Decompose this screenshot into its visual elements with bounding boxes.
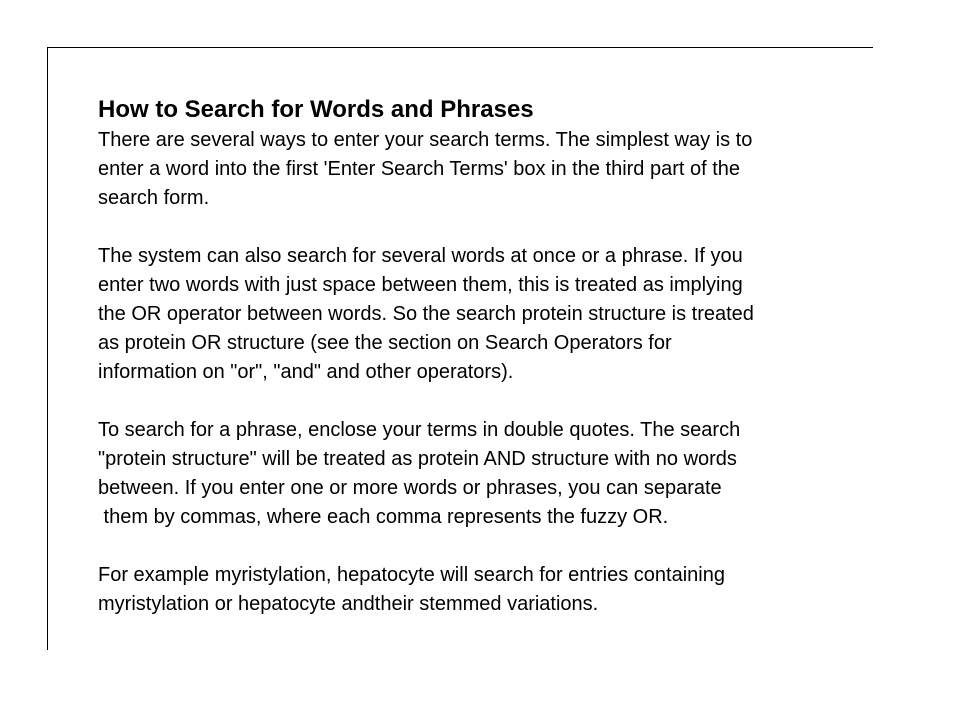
- paragraph-several-words: [98, 242, 898, 387]
- paragraph-phrase-search: [98, 416, 898, 532]
- text-line: The system can also search for several words at once or a phrase. If you: [98, 245, 743, 267]
- paragraph-example: [98, 561, 898, 619]
- text-line: them by commas, where each comma represents the fuzzy OR.: [98, 506, 669, 528]
- text-line: as protein OR structure (see the section on Search Operators for: [98, 332, 672, 354]
- paragraph-intro: [98, 126, 898, 213]
- text-line: information on "or", "and" and other operators).: [98, 361, 514, 383]
- text-line: enter two words with just space between them, this is treated as implying: [98, 274, 743, 296]
- text-line: myristylation or hepatocyte andtheir stemmed variations.: [98, 593, 599, 615]
- text-line: For example myristylation, hepatocyte will search for entries containing: [98, 564, 725, 586]
- text-line: between. If you enter one or more words or phrases, you can separate: [98, 477, 722, 499]
- frame-top-border: [47, 47, 873, 48]
- text-line: search form.: [98, 187, 210, 209]
- text-line: There are several ways to enter your search terms. The simplest way is to: [98, 129, 753, 151]
- frame-left-border: [47, 47, 48, 650]
- page-title: How to Search for Words and Phrases: [98, 96, 534, 123]
- text-line: To search for a phrase, enclose your terms in double quotes. The search: [98, 419, 741, 441]
- text-line: the OR operator between words. So the search protein structure is treated: [98, 303, 754, 325]
- text-line: "protein structure" will be treated as protein AND structure with no words: [98, 448, 737, 470]
- help-content: [98, 94, 898, 648]
- text-line: enter a word into the first 'Enter Search Terms' box in the third part of the: [98, 158, 741, 180]
